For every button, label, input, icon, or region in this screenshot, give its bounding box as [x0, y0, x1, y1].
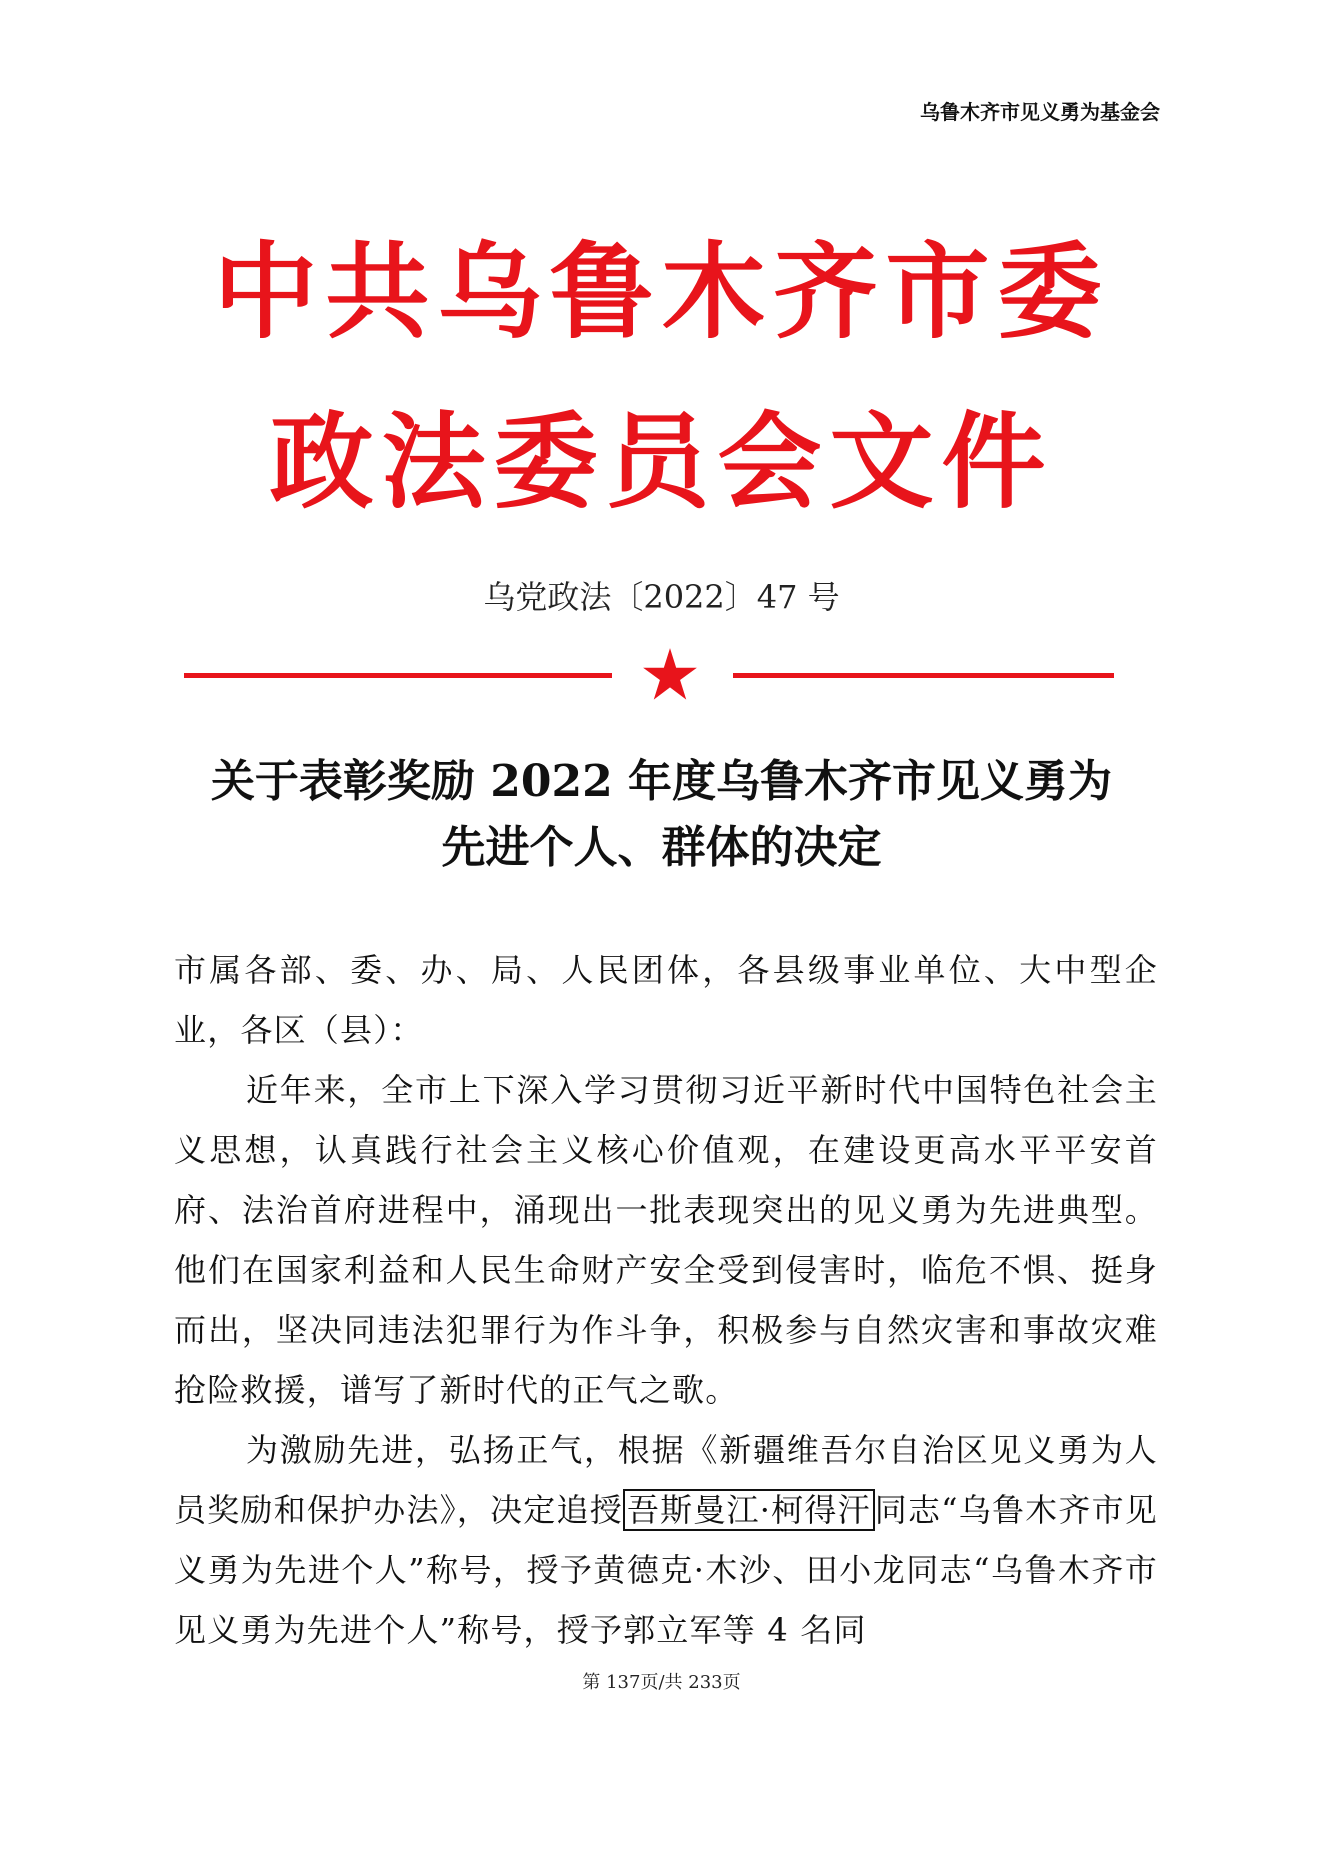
masthead-line-1: 中共乌鲁木齐市委 [213, 231, 1110, 353]
doc-number: 乌党政法〔2022〕47 号 [483, 578, 840, 616]
body-paragraph-1: 近年来，全市上下深入学习贯彻习近平新时代中国特色社会主义思想，认真践行社会主义核心价值观，在建设更高水平平安首府、法治首府进程中，涌现出一批表现突出的见义勇为先进典型。他们在国家利益和人民生命财产安全受到侵害时，临危不惧、挺身而出，坚决同违法犯罪行为作斗争，积极参与自然灾害和事故灾难抢险救援，谱写了新时代的正气之歌。 [174, 1071, 1158, 1409]
body-paragraph-2 [174, 1420, 1158, 1660]
star-icon [642, 648, 698, 702]
masthead-line-2: 政法委员会文件 [269, 401, 1054, 523]
document-title-line-1: 关于表彰奖励 2022 年度乌鲁木齐市见义勇为 [210, 756, 1113, 807]
divider-rule-left [184, 673, 612, 678]
salutation: 市属各部、委、办、局、人民团体，各县级事业单位、大中型企业，各区（县）： [174, 951, 1158, 1049]
highlighted-name: 吾斯曼江·柯得汗 [623, 1489, 875, 1531]
document-title-line-2: 先进个人、群体的决定 [441, 822, 882, 873]
divider-rule-right [733, 673, 1114, 678]
paragraph-2-text-before: 为激励先进，弘扬正气，根据《新疆维吾尔自治区见义勇为人员奖励和保护办法》，决定追授 [174, 1431, 1158, 1529]
document-body [174, 940, 1158, 1660]
paragraph-2-text-after: 同志“乌鲁木齐市见义勇为先进个人”称号，授予黄德克·木沙、田小龙同志“乌鲁木齐市见义勇为先进个人”称号，授予郭立军等 4 名同 [174, 1491, 1158, 1649]
page-indicator: 第 137页/共 233页 [582, 1672, 741, 1693]
header-org: 乌鲁木齐市见义勇为基金会 [920, 100, 1160, 124]
